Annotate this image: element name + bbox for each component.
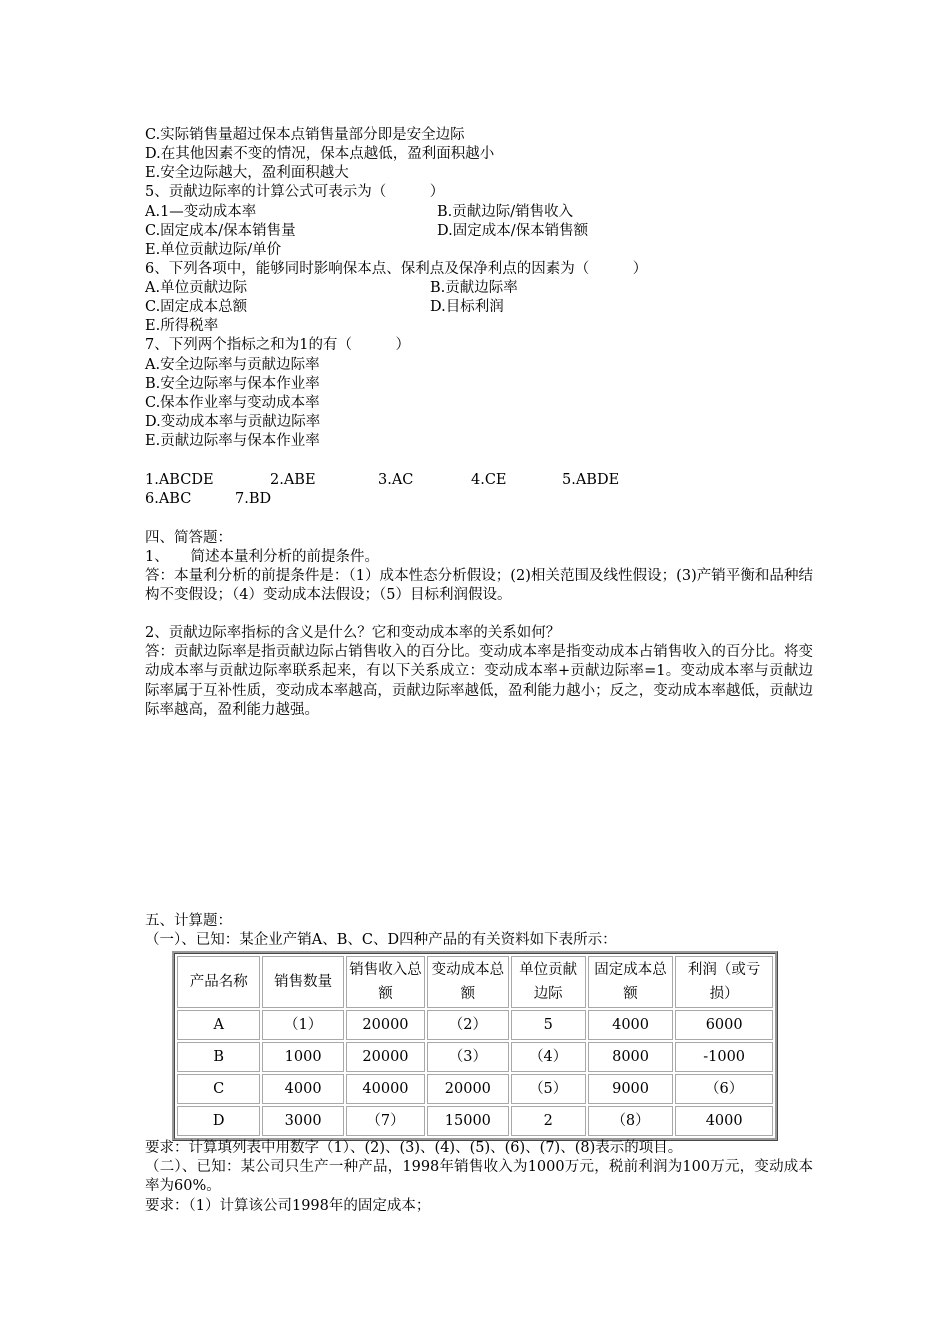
q6-stem: 6、下列各项中，能够同时影响保本点、保利点及保净利点的因素为（ ） xyxy=(145,261,648,277)
problem2-intro: （二）、已知：某公司只生产一种产品，1998年销售收入为1000万元，税前利润为100万元，变动成本率为60%。 xyxy=(145,1159,813,1195)
table-header-row xyxy=(177,956,773,1008)
table-header-cell: 变动成本总额 xyxy=(427,956,508,1008)
table-cell: A xyxy=(177,1010,260,1040)
answer-2: 2.ABE xyxy=(270,472,316,488)
q5-stem: 5、贡献边际率的计算公式可表示为（ ） xyxy=(145,184,445,200)
table-cell: 40000 xyxy=(346,1074,425,1104)
section4-q1: 1、 简述本量利分析的前提条件。 xyxy=(145,549,379,565)
table-cell: B xyxy=(177,1042,260,1072)
product-data-table xyxy=(172,951,778,1141)
table-cell: 20000 xyxy=(346,1010,425,1040)
table-cell: C xyxy=(177,1074,260,1104)
table-cell: （3） xyxy=(427,1042,508,1072)
table-row xyxy=(177,1106,773,1136)
q5-option-e: E.单位贡献边际/单价 xyxy=(145,242,282,258)
table-row xyxy=(177,1074,773,1104)
section5-title: 五、计算题： xyxy=(145,913,232,929)
table-row xyxy=(177,1010,773,1040)
table-header-cell: 销售收入总额 xyxy=(346,956,425,1008)
table-cell: 9000 xyxy=(588,1074,673,1104)
table-cell: 4000 xyxy=(675,1106,773,1136)
answer-4: 4.CE xyxy=(471,472,507,488)
q7-option-a: A.安全边际率与贡献边际率 xyxy=(145,357,320,373)
table-cell: 6000 xyxy=(675,1010,773,1040)
q6-option-b: B.贡献边际率 xyxy=(430,280,518,296)
q4-option-d: D.在其他因素不变的情况，保本点越低，盈利面积越小 xyxy=(145,146,495,162)
table-header-cell: 固定成本总额 xyxy=(588,956,673,1008)
table-cell: 3000 xyxy=(262,1106,343,1136)
q6-option-c: C.固定成本总额 xyxy=(145,299,248,315)
q5-option-d: D.固定成本/保本销售额 xyxy=(437,223,589,239)
table-header-cell: 单位贡献边际 xyxy=(511,956,586,1008)
q4-option-e: E.安全边际越大，盈利面积越大 xyxy=(145,165,349,181)
table-cell: -1000 xyxy=(675,1042,773,1072)
table-cell: （8） xyxy=(588,1106,673,1136)
q5-option-b: B.贡献边际/销售收入 xyxy=(437,204,574,220)
q4-option-c: C.实际销售量超过保本点销售量部分即是安全边际 xyxy=(145,127,465,143)
section4-title: 四、简答题： xyxy=(145,530,232,546)
table-header-cell: 利润（或亏损） xyxy=(675,956,773,1008)
answer-3: 3.AC xyxy=(378,472,414,488)
section4-a2: 答：贡献边际率是指贡献边际占销售收入的百分比。变动成本率是指变动成本占销售收入的百分比。将变动成本率与贡献边际率联系起来，有以下关系成立：变动成本率+贡献边际率=1。变动成本率与贡献边际率属于互补性质，变动成本率越高，贡献边际率越低，盈利能力越小；反之，变动成本率越低，贡献边际率越高，盈利能力越强。 xyxy=(145,644,813,719)
table-cell: （7） xyxy=(346,1106,425,1136)
table-cell: D xyxy=(177,1106,260,1136)
problem1-requirement: 要求：计算填列表中用数字（1）、(2)、(3)、(4)、(5)、(6)、(7)、(8)表示的项目。 xyxy=(145,1140,683,1156)
section4-a1: 答：本量利分析的前提条件是：（1）成本性态分析假设；(2)相关范围及线性假设；(3)产销平衡和品种结构不变假设；（4）变动成本法假设；（5）目标利润假设。 xyxy=(145,568,813,604)
q7-option-e: E.贡献边际率与保本作业率 xyxy=(145,433,320,449)
answer-7: 7.BD xyxy=(235,491,272,507)
table-header-cell: 销售数量 xyxy=(262,956,343,1008)
q6-option-d: D.目标利润 xyxy=(430,299,504,315)
q7-option-c: C.保本作业率与变动成本率 xyxy=(145,395,320,411)
problem1-intro: （一）、已知：某企业产销A、B、C、D四种产品的有关资料如下表所示： xyxy=(145,932,617,948)
section4-q2: 2、贡献边际率指标的含义是什么？它和变动成本率的关系如何？ xyxy=(145,625,561,641)
table-header-cell: 产品名称 xyxy=(177,956,260,1008)
answer-1: 1.ABCDE xyxy=(145,472,214,488)
q6-option-a: A.单位贡献边际 xyxy=(145,280,248,296)
table-cell: 15000 xyxy=(427,1106,508,1136)
table-cell: 4000 xyxy=(262,1074,343,1104)
q5-option-c: C.固定成本/保本销售量 xyxy=(145,223,296,239)
problem2-requirement: 要求：（1）计算该公司1998年的固定成本； xyxy=(145,1198,431,1214)
table-cell: （5） xyxy=(511,1074,586,1104)
q6-option-e: E.所得税率 xyxy=(145,318,219,334)
q7-option-b: B.安全边际率与保本作业率 xyxy=(145,376,320,392)
q7-stem: 7、下列两个指标之和为1的有（ ） xyxy=(145,337,410,353)
answer-5: 5.ABDE xyxy=(562,472,620,488)
table-row xyxy=(177,1042,773,1072)
table-cell: （6） xyxy=(675,1074,773,1104)
table-cell: 8000 xyxy=(588,1042,673,1072)
table-cell: （4） xyxy=(511,1042,586,1072)
q5-option-a: A.1—变动成本率 xyxy=(145,204,257,220)
table-cell: 20000 xyxy=(427,1074,508,1104)
table-cell: 20000 xyxy=(346,1042,425,1072)
table-cell: 4000 xyxy=(588,1010,673,1040)
q7-option-d: D.变动成本率与贡献边际率 xyxy=(145,414,321,430)
table-cell: 2 xyxy=(511,1106,586,1136)
table-cell: 1000 xyxy=(262,1042,343,1072)
table-cell: 5 xyxy=(511,1010,586,1040)
answer-6: 6.ABC xyxy=(145,491,192,507)
table-cell: （2） xyxy=(427,1010,508,1040)
table-cell: （1） xyxy=(262,1010,343,1040)
